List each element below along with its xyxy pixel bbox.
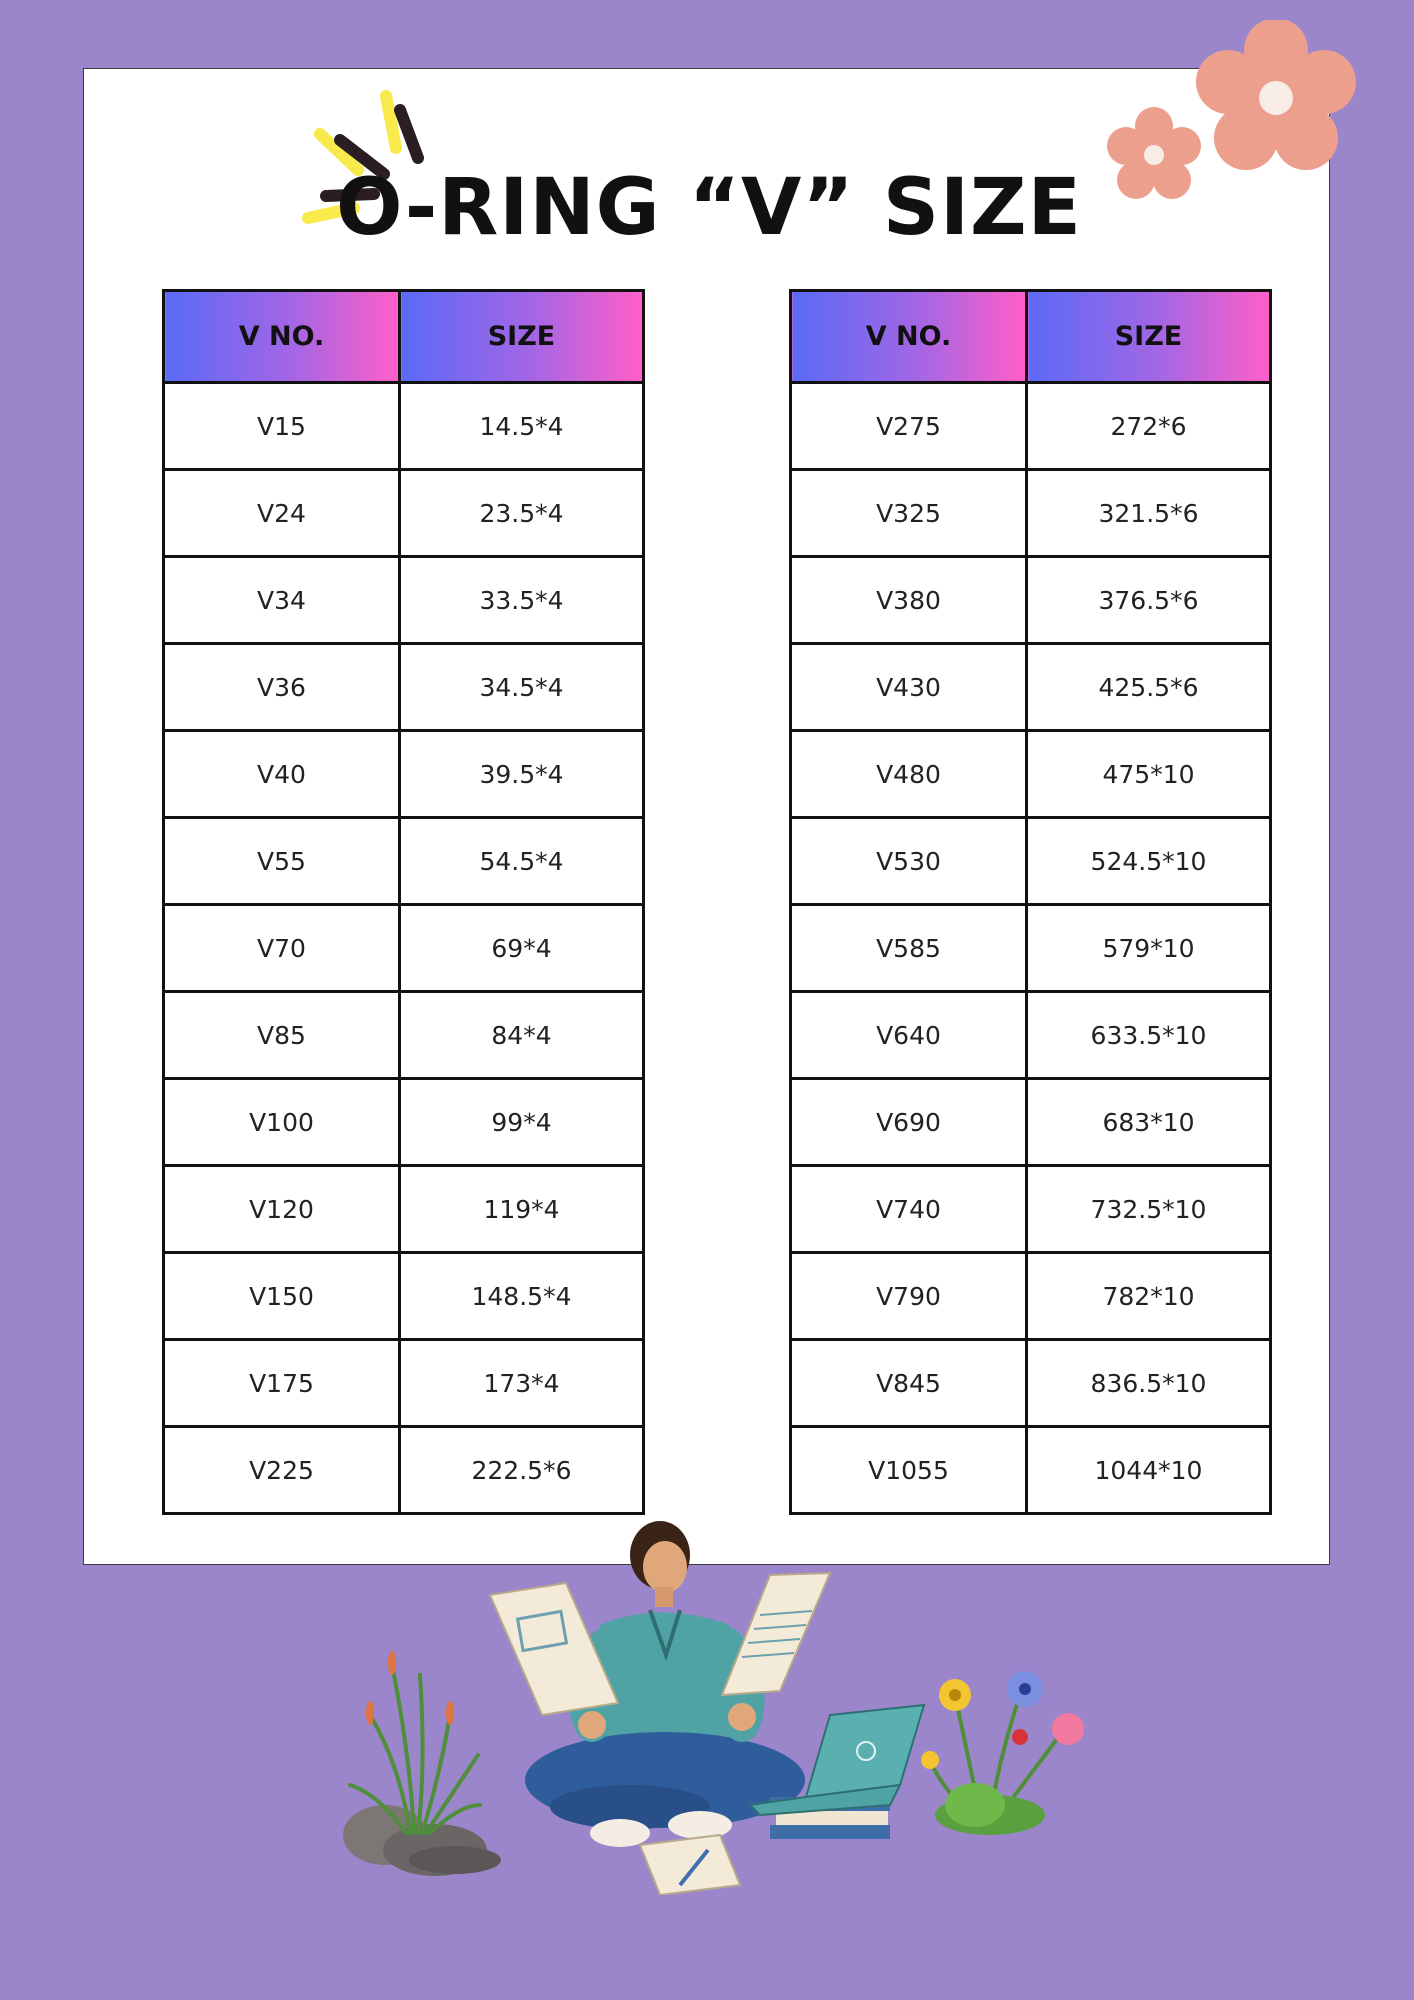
cell-size: 222.5*6 bbox=[400, 1427, 644, 1514]
cell-size: 272*6 bbox=[1027, 383, 1271, 470]
cell-v-no: V40 bbox=[164, 731, 400, 818]
table-row bbox=[164, 383, 644, 470]
cell-v-no: V845 bbox=[791, 1340, 1027, 1427]
cell-v-no: V120 bbox=[164, 1166, 400, 1253]
cell-v-no: V530 bbox=[791, 818, 1027, 905]
table-row bbox=[164, 992, 644, 1079]
cell-v-no: V55 bbox=[164, 818, 400, 905]
table-header-row bbox=[164, 291, 644, 383]
table-row bbox=[164, 818, 644, 905]
cell-size: 14.5*4 bbox=[400, 383, 644, 470]
cell-size: 84*4 bbox=[400, 992, 644, 1079]
wildflowers-icon bbox=[921, 1671, 1084, 1835]
cell-size: 836.5*10 bbox=[1027, 1340, 1271, 1427]
cell-v-no: V640 bbox=[791, 992, 1027, 1079]
cell-v-no: V24 bbox=[164, 470, 400, 557]
table-row bbox=[791, 905, 1271, 992]
cell-v-no: V34 bbox=[164, 557, 400, 644]
cell-size: 99*4 bbox=[400, 1079, 644, 1166]
column-header-v-no: V NO. bbox=[791, 291, 1027, 383]
cell-v-no: V1055 bbox=[791, 1427, 1027, 1514]
cell-size: 173*4 bbox=[400, 1340, 644, 1427]
cell-v-no: V690 bbox=[791, 1079, 1027, 1166]
cell-v-no: V175 bbox=[164, 1340, 400, 1427]
table-row bbox=[164, 470, 644, 557]
cell-v-no: V150 bbox=[164, 1253, 400, 1340]
page-title: O-RING “V” SIZE bbox=[336, 163, 1082, 253]
cell-size: 33.5*4 bbox=[400, 557, 644, 644]
table-row bbox=[164, 557, 644, 644]
cell-v-no: V585 bbox=[791, 905, 1027, 992]
cell-v-no: V70 bbox=[164, 905, 400, 992]
cell-size: 69*4 bbox=[400, 905, 644, 992]
v-size-table-left bbox=[162, 289, 645, 1515]
person-reading-illustration bbox=[330, 1515, 1100, 1895]
cell-size: 148.5*4 bbox=[400, 1253, 644, 1340]
cell-v-no: V325 bbox=[791, 470, 1027, 557]
rocks-icon bbox=[343, 1805, 501, 1876]
cell-size: 579*10 bbox=[1027, 905, 1271, 992]
cell-size: 321.5*6 bbox=[1027, 470, 1271, 557]
cell-size: 475*10 bbox=[1027, 731, 1271, 818]
table-row bbox=[791, 1427, 1271, 1514]
table-row bbox=[164, 905, 644, 992]
table-row bbox=[164, 731, 644, 818]
cell-v-no: V225 bbox=[164, 1427, 400, 1514]
column-header-v-no: V NO. bbox=[164, 291, 400, 383]
cell-size: 1044*10 bbox=[1027, 1427, 1271, 1514]
table-row bbox=[791, 1253, 1271, 1340]
table-row bbox=[791, 1340, 1271, 1427]
table-row bbox=[791, 383, 1271, 470]
cell-v-no: V740 bbox=[791, 1166, 1027, 1253]
cell-v-no: V430 bbox=[791, 644, 1027, 731]
column-header-size: SIZE bbox=[1027, 291, 1271, 383]
column-header-size: SIZE bbox=[400, 291, 644, 383]
cell-size: 54.5*4 bbox=[400, 818, 644, 905]
cell-v-no: V275 bbox=[791, 383, 1027, 470]
cell-v-no: V100 bbox=[164, 1079, 400, 1166]
cell-size: 732.5*10 bbox=[1027, 1166, 1271, 1253]
table-row bbox=[791, 992, 1271, 1079]
table-row bbox=[164, 1166, 644, 1253]
table-row bbox=[164, 1427, 644, 1514]
table-row bbox=[164, 644, 644, 731]
table-row bbox=[164, 1253, 644, 1340]
cell-size: 23.5*4 bbox=[400, 470, 644, 557]
cell-size: 34.5*4 bbox=[400, 644, 644, 731]
table-row bbox=[791, 818, 1271, 905]
v-size-table-right bbox=[789, 289, 1272, 1515]
table-row bbox=[791, 470, 1271, 557]
cell-size: 425.5*6 bbox=[1027, 644, 1271, 731]
cell-size: 524.5*10 bbox=[1027, 818, 1271, 905]
cell-size: 683*10 bbox=[1027, 1079, 1271, 1166]
table-header-row bbox=[791, 291, 1271, 383]
cell-v-no: V36 bbox=[164, 644, 400, 731]
table-row bbox=[791, 731, 1271, 818]
table-row bbox=[164, 1340, 644, 1427]
cell-v-no: V15 bbox=[164, 383, 400, 470]
cell-v-no: V85 bbox=[164, 992, 400, 1079]
cell-size: 39.5*4 bbox=[400, 731, 644, 818]
cell-v-no: V380 bbox=[791, 557, 1027, 644]
table-row bbox=[791, 1166, 1271, 1253]
table-row bbox=[164, 1079, 644, 1166]
cell-v-no: V790 bbox=[791, 1253, 1027, 1340]
cell-v-no: V480 bbox=[791, 731, 1027, 818]
cell-size: 376.5*6 bbox=[1027, 557, 1271, 644]
table-row bbox=[791, 1079, 1271, 1166]
cell-size: 633.5*10 bbox=[1027, 992, 1271, 1079]
cell-size: 119*4 bbox=[400, 1166, 644, 1253]
cell-size: 782*10 bbox=[1027, 1253, 1271, 1340]
table-row bbox=[791, 644, 1271, 731]
table-row bbox=[791, 557, 1271, 644]
